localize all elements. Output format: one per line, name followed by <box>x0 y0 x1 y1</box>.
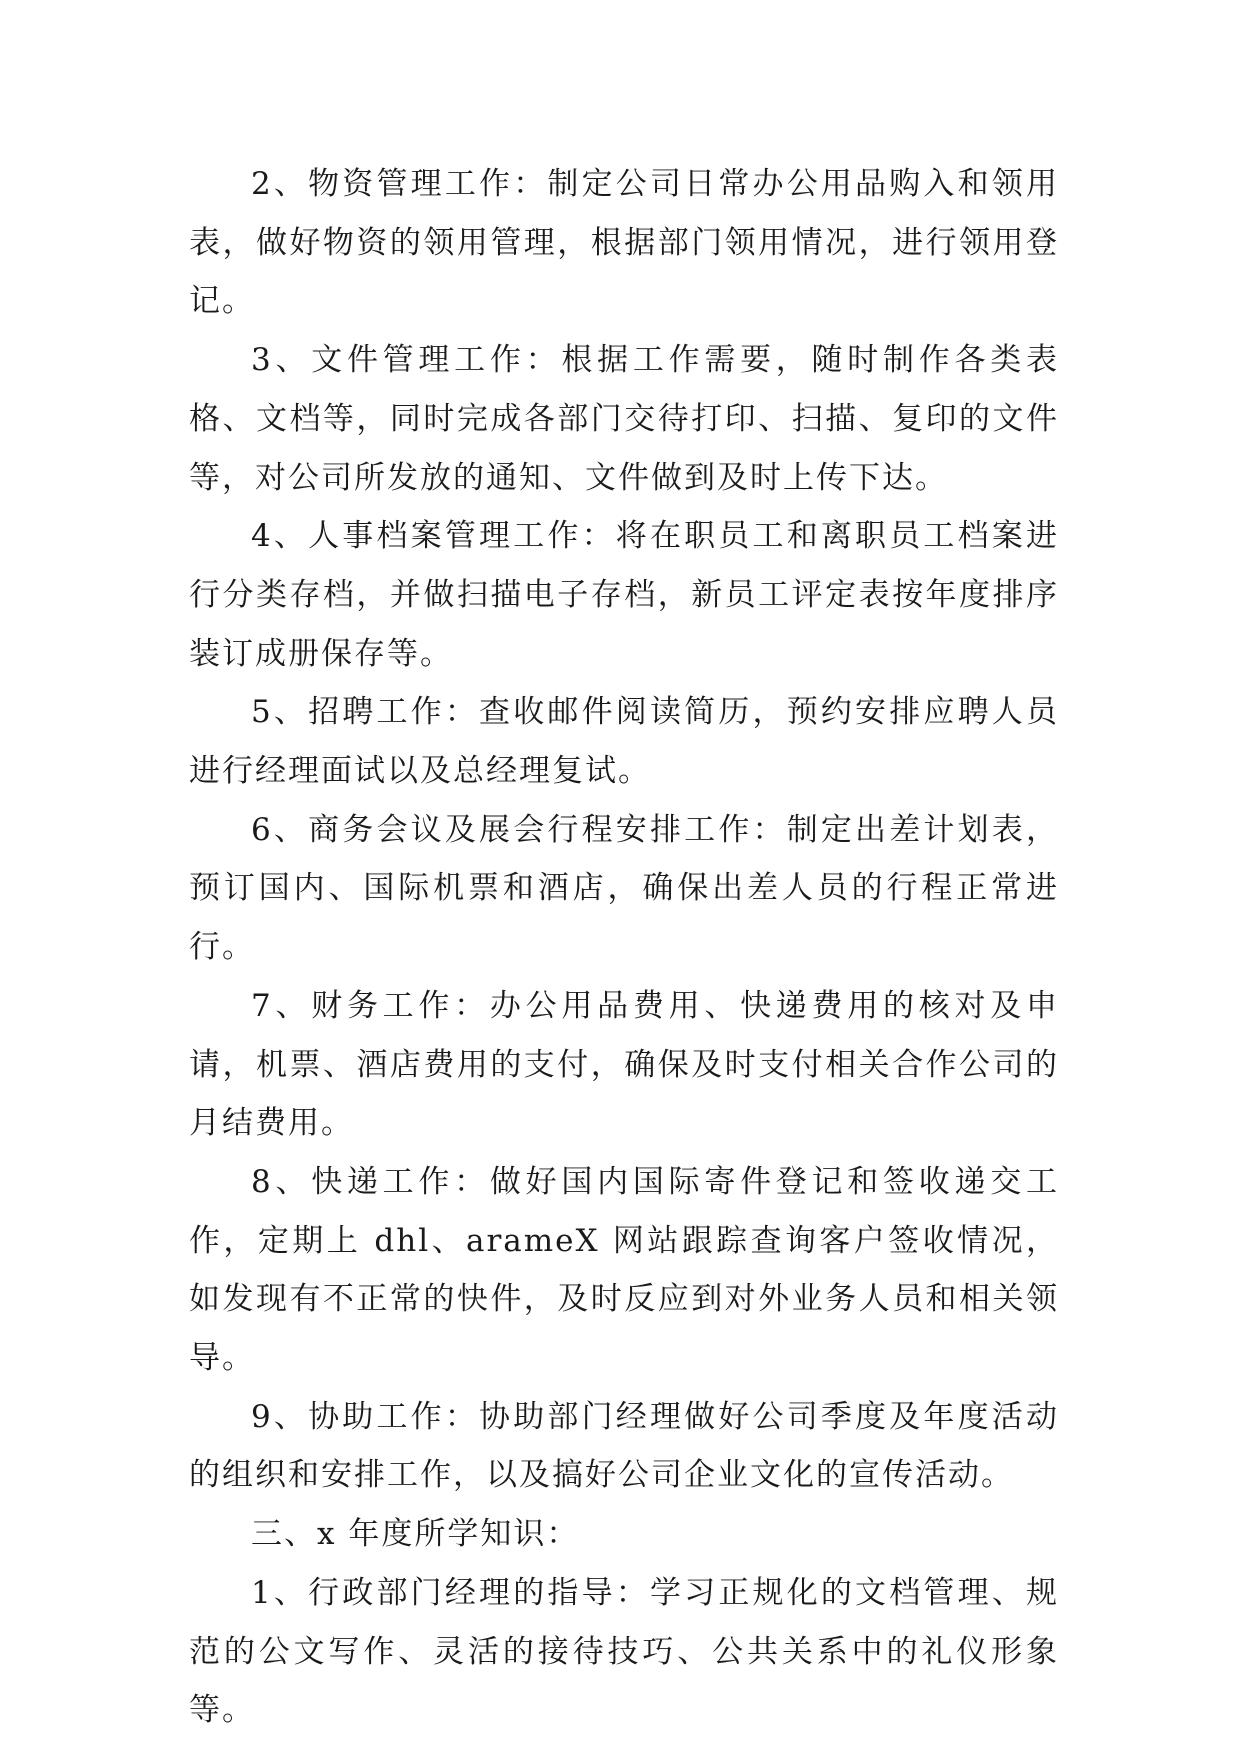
document-body <box>189 155 1059 1740</box>
section-heading-knowledge: 三、x 年度所学知识： <box>251 1516 580 1553</box>
paragraph-manager-guidance: 1、行政部门经理的指导：学习正规化的文档管理、规范的公文写作、灵活的接待技巧、公共关系中的礼仪形象等。 <box>189 1574 1059 1729</box>
paragraph-finance: 7、财务工作：办公用品费用、快递费用的核对及申请，机票、酒店费用的支付，确保及时支付相关合作公司的月结费用。 <box>189 987 1059 1142</box>
paragraph-courier: 8、快递工作：做好国内国际寄件登记和签收递交工作，定期上 dhl、arameX 网站跟踪查询客户签收情况，如发现有不正常的快件，及时反应到对外业务人员和相关领导。 <box>189 1163 1059 1377</box>
paragraph-assistance: 9、协助工作：协助部门经理做好公司季度及年度活动的组织和安排工作，以及搞好公司企业文化的宣传活动。 <box>189 1398 1059 1494</box>
paragraph-file-management: 3、文件管理工作：根据工作需要，随时制作各类表格、文档等，同时完成各部门交待打印、扫描、复印的文件等，对公司所发放的通知、文件做到及时上传下达。 <box>189 342 1059 496</box>
paragraph-personnel-archives: 4、人事档案管理工作：将在职员工和离职员工档案进行分类存档，并做扫描电子存档，新员工评定表按年度排序装订成册保存等。 <box>189 518 1059 672</box>
paragraph-business-travel: 6、商务会议及展会行程安排工作：制定出差计划表，预订国内、国际机票和酒店，确保出差人员的行程正常进行。 <box>189 811 1059 966</box>
paragraph-recruitment: 5、招聘工作：查收邮件阅读简历，预约安排应聘人员进行经理面试以及总经理复试。 <box>189 694 1059 790</box>
paragraph-supplies-management: 2、物资管理工作：制定公司日常办公用品购入和领用表，做好物资的领用管理，根据部门领用情况，进行领用登记。 <box>189 166 1059 320</box>
